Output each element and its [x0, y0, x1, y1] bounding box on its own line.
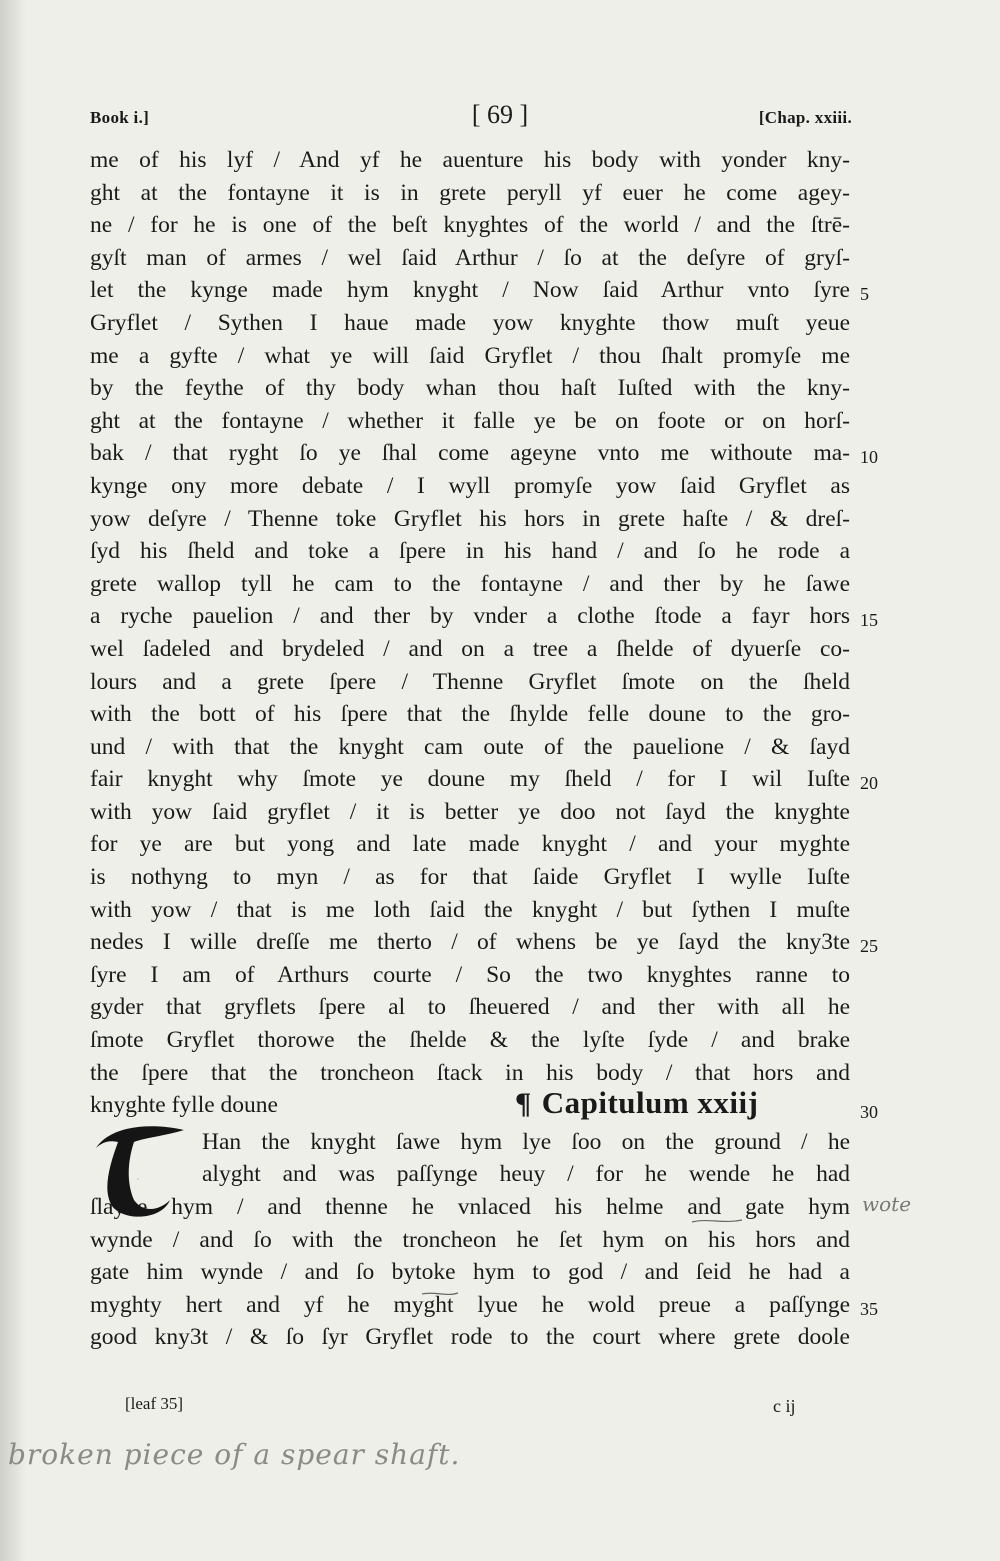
drop-cap [88, 1120, 188, 1220]
text-line: with yow / that is me loth ſaid the knyght / but ſythen I muſte [90, 896, 850, 923]
text-line: gyſt man of armes / wel ſaid Arthur / ſo at the deſyre of gryſ- [90, 244, 850, 271]
line-number: 15 [860, 610, 878, 630]
text-line: fair knyght why ſmote ye doune my ſheld / for I wil Iuſte [90, 766, 850, 793]
text-line: good kny3t / & ſo ſyr Gryflet rode to the court where grete doole [90, 1324, 850, 1351]
text-line: yow deſyre / Thenne toke Gryflet his hors in grete haſte / & dreſ- [90, 505, 850, 532]
pilcrow-mark: ¶ [515, 1087, 532, 1121]
text-line: ſyre I am of Arthurs courte / So the two knyghtes ranne to [90, 961, 850, 988]
text-line: the ſpere that the troncheon ſtack in his body / that hors and [90, 1059, 850, 1086]
text-line: lours and a grete ſpere / Thenne Gryflet ſmote on the ſheld [90, 668, 850, 695]
pencil-underline [690, 1214, 744, 1228]
text-line: gyder that gryflets ſpere al to ſheuered / and ther with all he [90, 994, 850, 1021]
chapter-heading-row [90, 1085, 850, 1122]
signature-mark: c ij [773, 1396, 796, 1416]
text-line: bak / that ryght ſo ye ſhal come ageyne vnto me withoute ma- [90, 440, 850, 467]
text-line: ne / for he is one of the beſt knyghtes of the world / and the ſtrē- [90, 212, 850, 239]
chapter-title: Capitulum xxiij [541, 1085, 759, 1121]
page-number: [ 69 ] [471, 100, 529, 129]
book-reference: Book i.] [90, 108, 150, 127]
text-line: is nothyng to myn / as for that ſaide Gryflet I wylle Iuſte [90, 864, 850, 891]
body-text [90, 144, 850, 1354]
text-line: let the kynge made hym knyght / Now ſaid Arthur vnto ſyre [90, 277, 850, 304]
text-line: und / with that the knyght cam oute of the pauelione / & ſayd [90, 733, 850, 760]
text-line: ſmote Gryflet thorowe the ſhelde & the lyſte ſyde / and brake [90, 1027, 850, 1054]
text-line: Han the knyght ſawe hym lye ſoo on the ground / he [202, 1128, 850, 1155]
text-line: knyghte fylle doune [90, 1092, 278, 1119]
chapter-heading [515, 1083, 758, 1124]
text-line: nedes I wille dreſſe me therto / of whens be ye ſayd the kny3te [90, 929, 850, 956]
text-line: wel ſadeled and brydeled / and on a tree a ſhelde of dyuerſe co- [90, 635, 850, 662]
text-line: alyght and was paſſynge heuy / for he wende he had [202, 1161, 850, 1188]
drop-cap-letter: T [137, 1179, 139, 1181]
text-line: wynde / and ſo with the troncheon he ſet hym on his hors and [90, 1226, 850, 1253]
text-line: by the feythe of thy body whan thou haſt Iuſted with the kny- [90, 375, 850, 402]
leaf-reference: [leaf 35] [125, 1394, 184, 1413]
pencil-underline [420, 1288, 460, 1300]
margin-annotation: wote [862, 1192, 912, 1216]
handwritten-note: broken piece of a spear shaft. [8, 1438, 461, 1471]
text-line: me of his lyf / And yf he auenture his body with yonder kny- [90, 147, 850, 173]
text-line: with the bott of his ſpere that the ſhylde felle doune to the gro- [90, 701, 850, 728]
running-header [0, 100, 1000, 134]
line-number: 30 [860, 1102, 878, 1122]
text-line: ght at the fontayne it is in grete peryll yf euer he come agey- [90, 179, 850, 206]
text-line: me a gyfte / what ye will ſaid Gryflet / thou ſhalt promyſe me [90, 342, 850, 369]
text-line: with yow ſaid gryflet / it is better ye doo not ſayd the knyghte [90, 798, 850, 825]
text-line: gate him wynde / and ſo bytoke hym to god / and ſeid he had a [90, 1259, 850, 1286]
chapter-reference: [Chap. xxiii. [758, 108, 852, 127]
text-line: kynge ony more debate / I wyll promyſe yow ſaid Gryflet as [90, 472, 850, 499]
text-line: Gryflet / Sythen I haue made yow knyghte thow muſt yeue [90, 309, 850, 336]
text-line: ſlayne hym / and thenne he vnlaced his helme and gate hym [90, 1194, 850, 1220]
text-line: ght at the fontayne / whether it falle ye be on foote or on horſ- [90, 407, 850, 434]
text-line: ſyd his ſheld and toke a ſpere in his hand / and ſo he rode a [90, 538, 850, 565]
text-line: for ye are but yong and late made knyght / and your myghte [90, 831, 850, 858]
line-number: 10 [860, 447, 878, 467]
binding-shadow [0, 0, 26, 1561]
text-line: myghty hert and yf he myght lyue he wold preue a paſſynge [90, 1291, 850, 1318]
line-number: 25 [860, 936, 878, 956]
text-line: grete wallop tyll he cam to the fontayne / and ther by he ſawe [90, 570, 850, 597]
line-number: 5 [860, 284, 869, 304]
line-number: 35 [860, 1299, 878, 1319]
line-number: 20 [860, 773, 878, 793]
text-line: a ryche pauelion / and ther by vnder a clothe ſtode a fayr hors [90, 603, 850, 630]
